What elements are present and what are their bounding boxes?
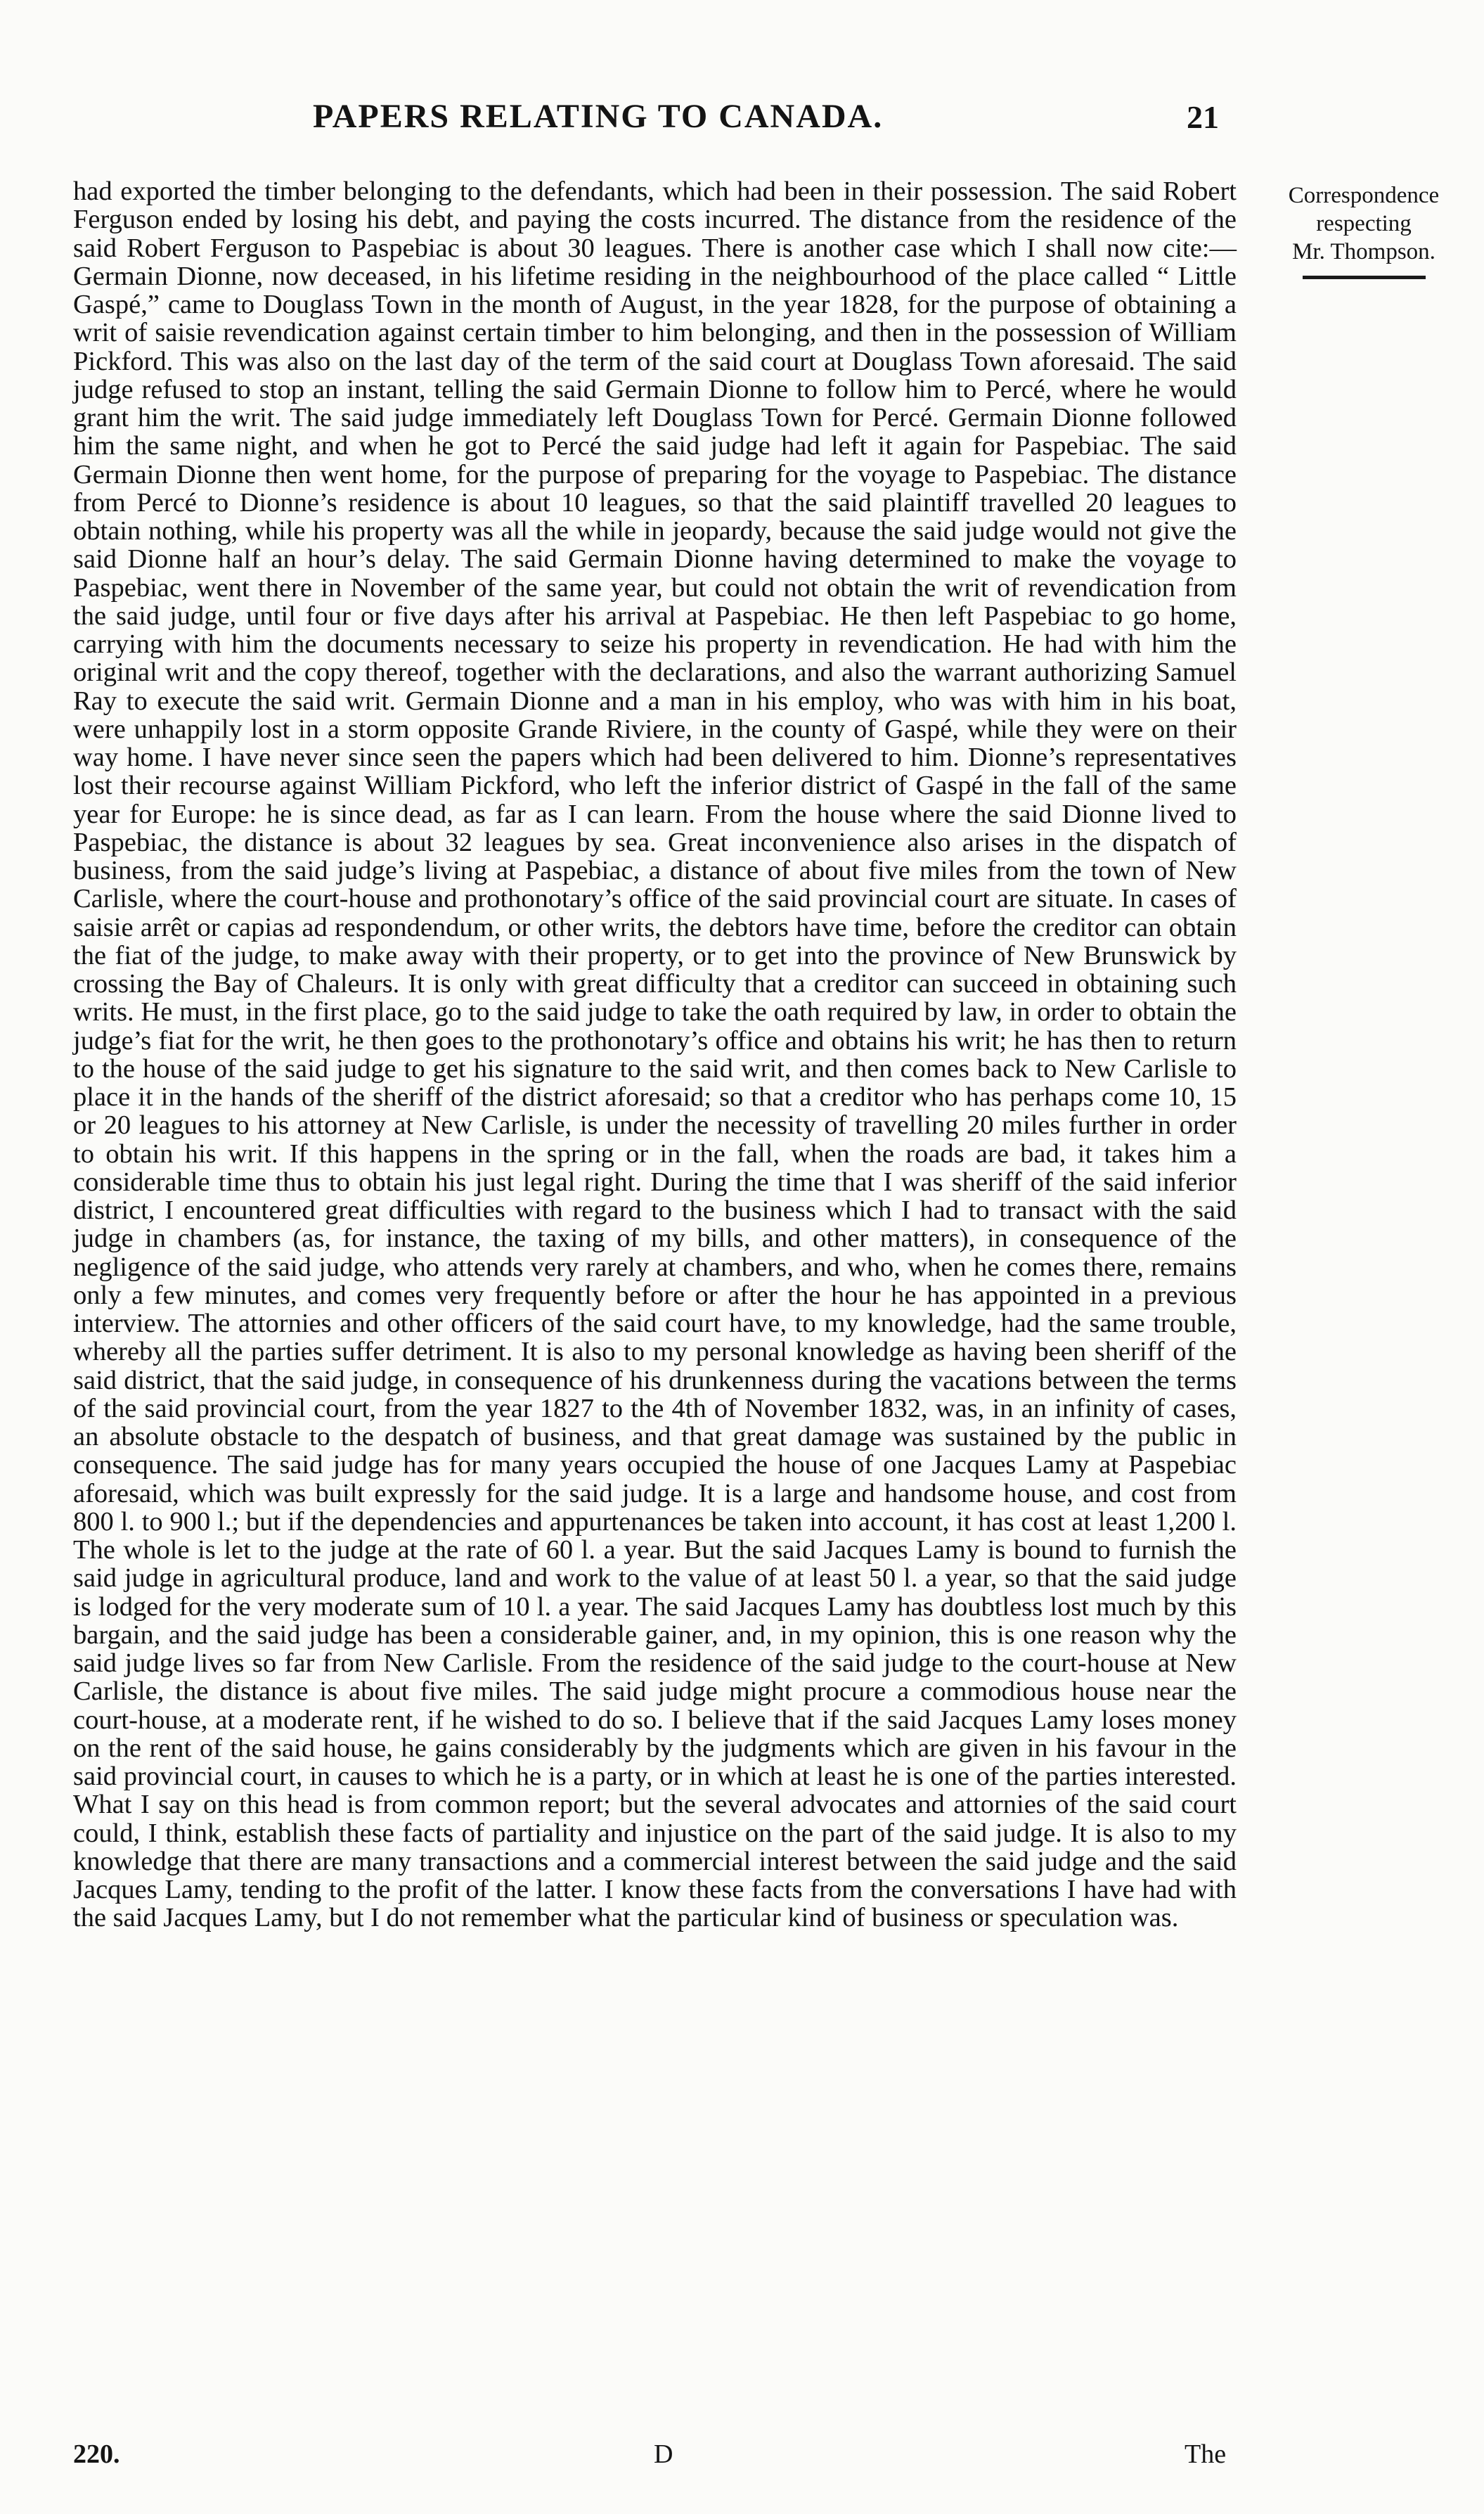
sheet-mark: D xyxy=(654,2439,673,2469)
margin-note-line: Correspondence xyxy=(1288,183,1440,208)
margin-note-line: Mr. Thompson. xyxy=(1292,239,1435,264)
page-number: 21 xyxy=(1187,99,1219,135)
catchword: The xyxy=(1185,2439,1227,2469)
margin-note-line: respecting xyxy=(1316,211,1412,236)
body-paragraph: had exported the timber belonging to the defendants, which had been in their possession. The said Robert Ferguson ended by losing his debt, and paying the costs incurred. The distance from the residence of the said Robert Ferguson to Paspebiac is about 30 leagues. There is another case which I shall now cite:—Germain Dionne, now deceased, in his lifetime residing in the neighbourhood of the place called “ Little Gaspé,” came to Douglass Town in the month of August, in the year 1828, for the purpose of obtaining a writ of saisie revendication against certain timber to him belonging, and then in the possession of William Pickford. This was also on the last day of the term of the said court at Douglass Town aforesaid. The said judge refused to stop an instant, telling the said Germain Dionne to follow him to Percé, where he would grant him the writ. The said judge immediately left Douglass Town for Percé. Germain Dionne followed him the same night, and when he got to Percé the said judge had left it again for Paspebiac. The said Germain Dionne then went home, for the purpose of preparing for the voyage to Paspebiac. The distance from Percé to Dionne’s residence is about 10 leagues, so that the said plaintiff travelled 20 leagues to obtain nothing, while his property was all the while in jeopardy, because the said judge would not give the said Dionne half an hour’s delay. The said Germain Dionne having determined to make the voyage to Paspebiac, went there in November of the same year, but could not obtain the writ of revendication from the said judge, until four or five days after his arrival at Paspebiac. He then left Paspebiac to go home, carrying with him the documents necessary to seize his property in revendication. He had with him the original writ and the copy thereof, together with the declarations, and also the warrant authorizing Samuel Ray to execute the said writ. Germain Dionne and a man in his employ, who was with him in his boat, were unhappily lost in a storm opposite Grande Riviere, in the county of Gaspé, while they were on their way home. I have never since seen the papers which had been delivered to him. Dionne’s representatives lost their recourse against William Pickford, who left the inferior district of Gaspé in the fall of the same year for Europe: he is since dead, as far as I can learn. From the house where the said Dionne lived to Paspebiac, the distance is about 32 leagues by sea. Great inconvenience also arises in the dispatch of business, from the said judge’s living at Paspebiac, a distance of about five miles from the town of New Carlisle, where the court-house and prothonotary’s office of the said provincial court are situate. In cases of saisie arrêt or capias ad respondendum, or other writs, the debtors have time, before the creditor can obtain the fiat of the judge, to make away with their property, or to get into the province of New Brunswick by crossing the Bay of Chaleurs. It is only with great difficulty that a creditor can succeed in obtaining such writs. He must, in the first place, go to the said judge to take the oath required by law, in order to obtain the judge’s fiat for the writ, he then goes to the prothonotary’s office and obtains his writ; he has then to return to the house of the said judge to get his signature to the said writ, and then comes back to New Carlisle to place it in the hands of the sheriff of the district aforesaid; so that a creditor who has perhaps come 10, 15 or 20 leagues to his attorney at New Carlisle, is under the necessity of travelling 20 miles further in order to obtain his writ. If this happens in the spring or in the fall, when the roads are bad, it takes him a considerable time thus to obtain his just legal right. During the time that I was sheriff of the said inferior district, I encountered great difficulties with regard to the business which I had to transact with the said judge in chambers (as, for instance, the taxing of my bills, and other matters), in consequence of the negligence of the said judge, who attends very rarely at chambers, and who, when he comes there, remains only a few minutes, and comes very frequently before or after the hour he has appointed in a previous interview. The attornies and other officers of the said court have, to my knowledge, had the same trouble, whereby all the parties suffer detriment. It is also to my personal knowledge as having been sheriff of the said district, that the said judge, in consequence of his drunkenness during the vacations between the terms of the said provincial court, from the year 1827 to the 4th of November 1832, was, in an infinity of cases, an absolute obstacle to the despatch of business, and that great damage was sustained by the public in consequence. The said judge has for many years occupied the house of one Jacques Lamy at Paspebiac aforesaid, which was built expressly for the said judge. It is a large and handsome house, and cost from 800 l. to 900 l.; but if the dependencies and appurtenances be taken into account, it has cost at least 1,200 l. The whole is let to the judge at the rate of 60 l. a year. But the said Jacques Lamy is bound to furnish the said judge in agricultural produce, land and work to the value of at least 50 l. a year, so that the said judge is lodged for the very moderate sum of 10 l. a year. The said Jacques Lamy has doubtless lost much by this bargain, and the said judge has been a considerable gainer, and, in my opinion, this is one reason why the said judge lives so far from New Carlisle. From the residence of the said judge to the court-house at New Carlisle, the distance is about five miles. The said judge might procure a commodious house near the court-house, at a moderate rent, if he wished to do so. I believe that if the said Jacques Lamy loses money on the rent of the said house, he gains considerably by the judgments which are given in his favour in the said provincial court, in causes to which he is a party, or in which at least he is one of the parties interested. What I say on this head is from common report; but the several advocates and attornies of the said court could, I think, establish these facts of partiality and injustice on the part of the said judge. It is also to my knowledge that there are many transactions and a commercial interest between the said judge and the said Jacques Lamy, tending to the profit of the latter. I know these facts from the conversations I have had with the said Jacques Lamy, but I do not remember what the particular kind of business or speculation was. xyxy=(73,177,1237,1933)
main-text xyxy=(73,177,1237,1932)
margin-note-rule xyxy=(1303,276,1426,279)
page-header xyxy=(0,97,1484,139)
margin-note xyxy=(1258,181,1469,279)
page-footer xyxy=(0,2439,1484,2474)
signature-mark: 220. xyxy=(73,2439,120,2469)
running-title: PAPERS RELATING TO CANADA. xyxy=(313,98,884,135)
